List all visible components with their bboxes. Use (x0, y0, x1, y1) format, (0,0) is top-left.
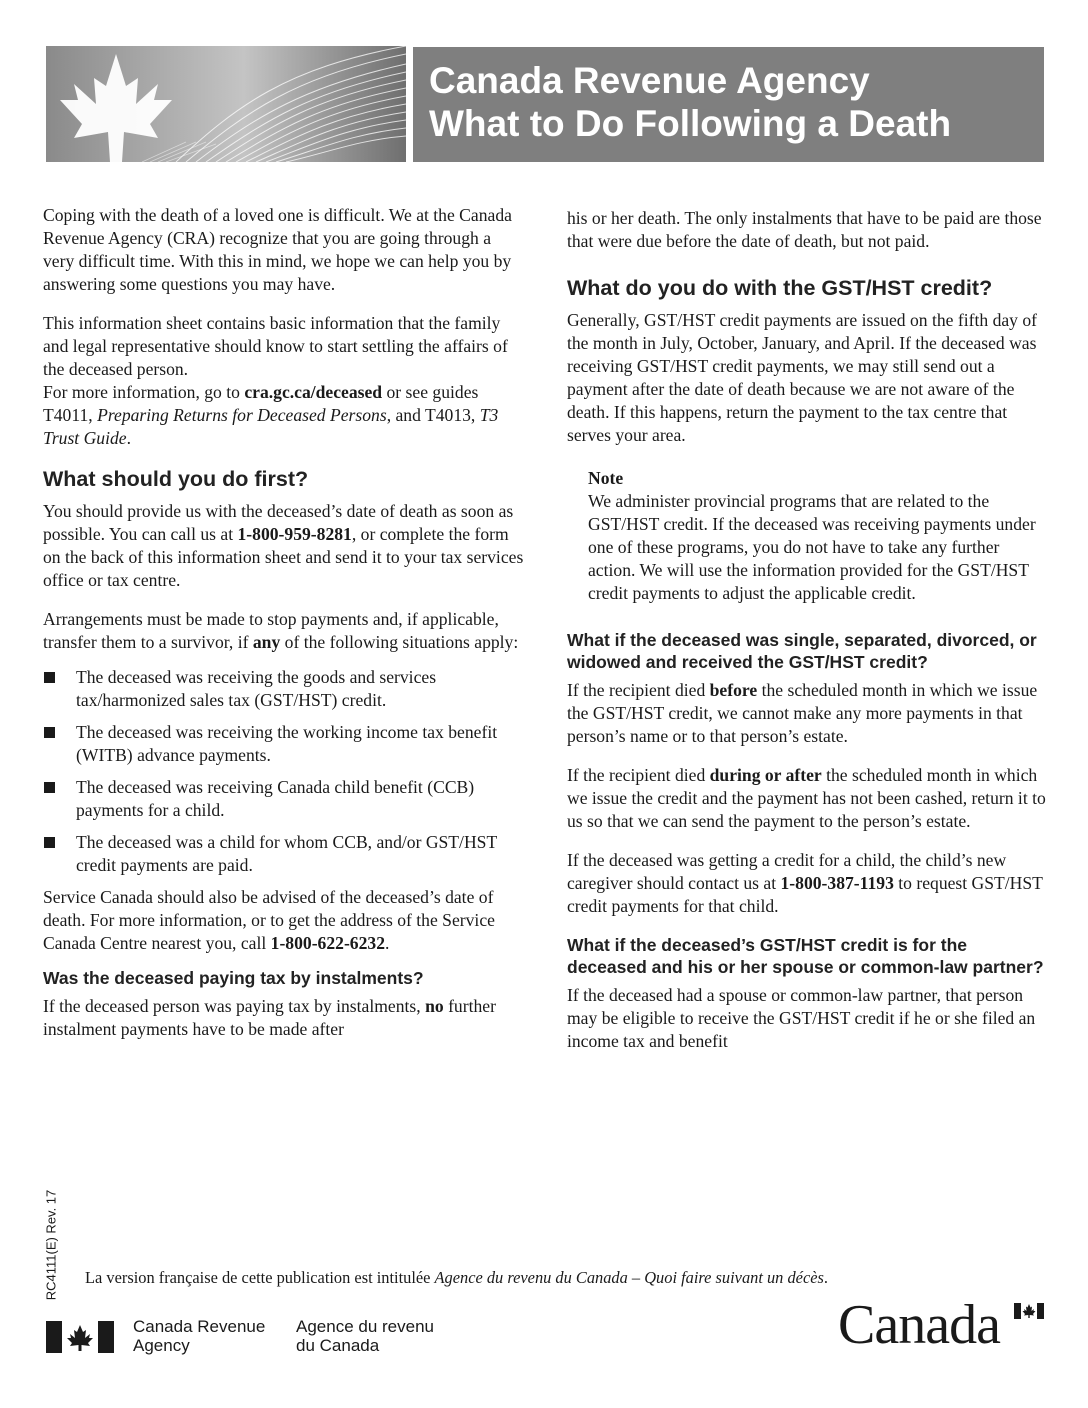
intro-paragraph-2: This information sheet contains basic information that the family and legal representative should know to start settling the affairs of the deceased person. (43, 313, 508, 379)
wordmark-flag-icon (1014, 1303, 1044, 1319)
first-paragraph-1: You should provide us with the deceased’s date of death as soon as possible. You can call us at 1-800-959-8281, or complete the form on the back of this information sheet and send it to your tax services office or tax centre. (43, 501, 524, 590)
intro-paragraph-1: Coping with the death of a loved one is difficult. We at the Canada Revenue Agency (CRA) recognize that you are going through a very difficult time. With this in mind, we hope we can help you by answering some questions you may have. (43, 205, 512, 294)
note-box (567, 467, 1050, 605)
title-agency: Canada Revenue Agency (429, 60, 870, 101)
situations-list (43, 666, 525, 877)
title-topic: What to Do Following a Death (429, 103, 952, 144)
guide-t4011-title: Preparing Returns for Deceased Persons (97, 405, 387, 425)
service-canada-paragraph: Service Canada should also be advised of the deceased’s date of death. For more information, or to get the address of the Service Canada Centre nearest you, call 1-800-622-6232. (43, 887, 495, 953)
list-item: The deceased was receiving Canada child benefit (CCB) payments for a child. (43, 776, 525, 822)
single-paragraph-3: If the deceased was getting a credit for a child, the child’s new caregiver should contact us at 1-800-387-1193 to request GST/HST credit payments for that child. (567, 850, 1043, 916)
note-title: Note (588, 468, 624, 488)
right-column (567, 207, 1050, 1069)
canada-wordmark: Canada (838, 1294, 1000, 1356)
phone-service-canada: 1-800-622-6232 (270, 933, 385, 953)
instalments-paragraph: If the deceased person was paying tax by instalments, no further instalment payments have to be made after (43, 996, 496, 1039)
single-paragraph-2: If the recipient died during or after the scheduled month in which we issue the credit and the payment has not been cashed, return it to us so that we can send the payment to the person’s estate. (567, 765, 1046, 831)
maple-leaf-banner-graphic (46, 46, 406, 162)
heading-spouse-partner: What if the deceased’s GST/HST credit is for the deceased and his or her spouse or common-law partner? (567, 935, 1044, 977)
square-bullet-icon (44, 782, 55, 793)
form-number: RC4111(E) Rev. 17 (43, 1189, 59, 1301)
list-item: The deceased was receiving the goods and services tax/harmonized sales tax (GST/HST) credit. (43, 666, 525, 712)
single-paragraph-1: If the recipient died before the scheduled month in which we issue the GST/HST credit, we cannot make any more payments in that person’s name or to that person’s estate. (567, 680, 1038, 746)
agency-name-english: Canada Revenue Agency (133, 1317, 266, 1355)
canada-flag-icon (46, 1321, 114, 1353)
gst-paragraph: Generally, GST/HST credit payments are issued on the fifth day of the month in July, October, January, and April. If the deceased was receiving GST/HST credit payments, we may still send out a payment after the date of death because we are not aware of the death. If this happens, return the payment to the tax centre that serves your area. (567, 310, 1038, 445)
heading-what-first: What should you do first? (43, 467, 309, 491)
instalments-continued-paragraph: his or her death. The only instalments that have to be paid are those that were due before the date of death, but not paid. (567, 208, 1042, 251)
intro-paragraph-3: For more information, go to cra.gc.ca/deceased or see guides T4011, Preparing Returns for Deceased Persons, and T4013, T3 Trust Guide. (43, 382, 499, 448)
phone-cra-general: 1-800-959-8281 (237, 524, 352, 544)
heading-gst-credit: What do you do with the GST/HST credit? (567, 276, 993, 300)
phone-child-credit: 1-800-387-1193 (780, 873, 894, 893)
square-bullet-icon (44, 837, 55, 848)
first-paragraph-2: Arrangements must be made to stop payments and, if applicable, transfer them to a survivor, if any of the following situations apply: (43, 609, 519, 652)
cra-deceased-link[interactable]: cra.gc.ca/deceased (244, 382, 383, 402)
spouse-paragraph: If the deceased had a spouse or common-law partner, that person may be eligible to receive the GST/HST credit if he or she filed an income tax and benefit (567, 985, 1036, 1051)
note-text: We administer provincial programs that are related to the GST/HST credit. If the deceased was receiving payments under one of these programs, you do not have to take any further action. We will use the information provided for the GST/HST credit payments to adjust the applicable credit. (588, 491, 1036, 603)
left-column (43, 204, 525, 1057)
agency-name-french: Agence du revenu du Canada (296, 1317, 434, 1355)
square-bullet-icon (44, 727, 55, 738)
square-bullet-icon (44, 672, 55, 683)
list-item: The deceased was receiving the working income tax benefit (WITB) advance payments. (43, 721, 525, 767)
guide-t4013-title: T3 Trust Guide (43, 405, 499, 448)
heading-instalments: Was the deceased paying tax by instalments? (43, 968, 424, 988)
list-item: The deceased was a child for whom CCB, and/or GST/HST credit payments are paid. (43, 831, 525, 877)
heading-single-separated: What if the deceased was single, separated, divorced, or widowed and received the GST/HST credit? (567, 630, 1037, 672)
french-version-note: La version française de cette publication est intitulée Agence du revenu du Canada – Quoi faire suivant un décès. (85, 1268, 828, 1287)
document-title-banner (413, 47, 1044, 162)
